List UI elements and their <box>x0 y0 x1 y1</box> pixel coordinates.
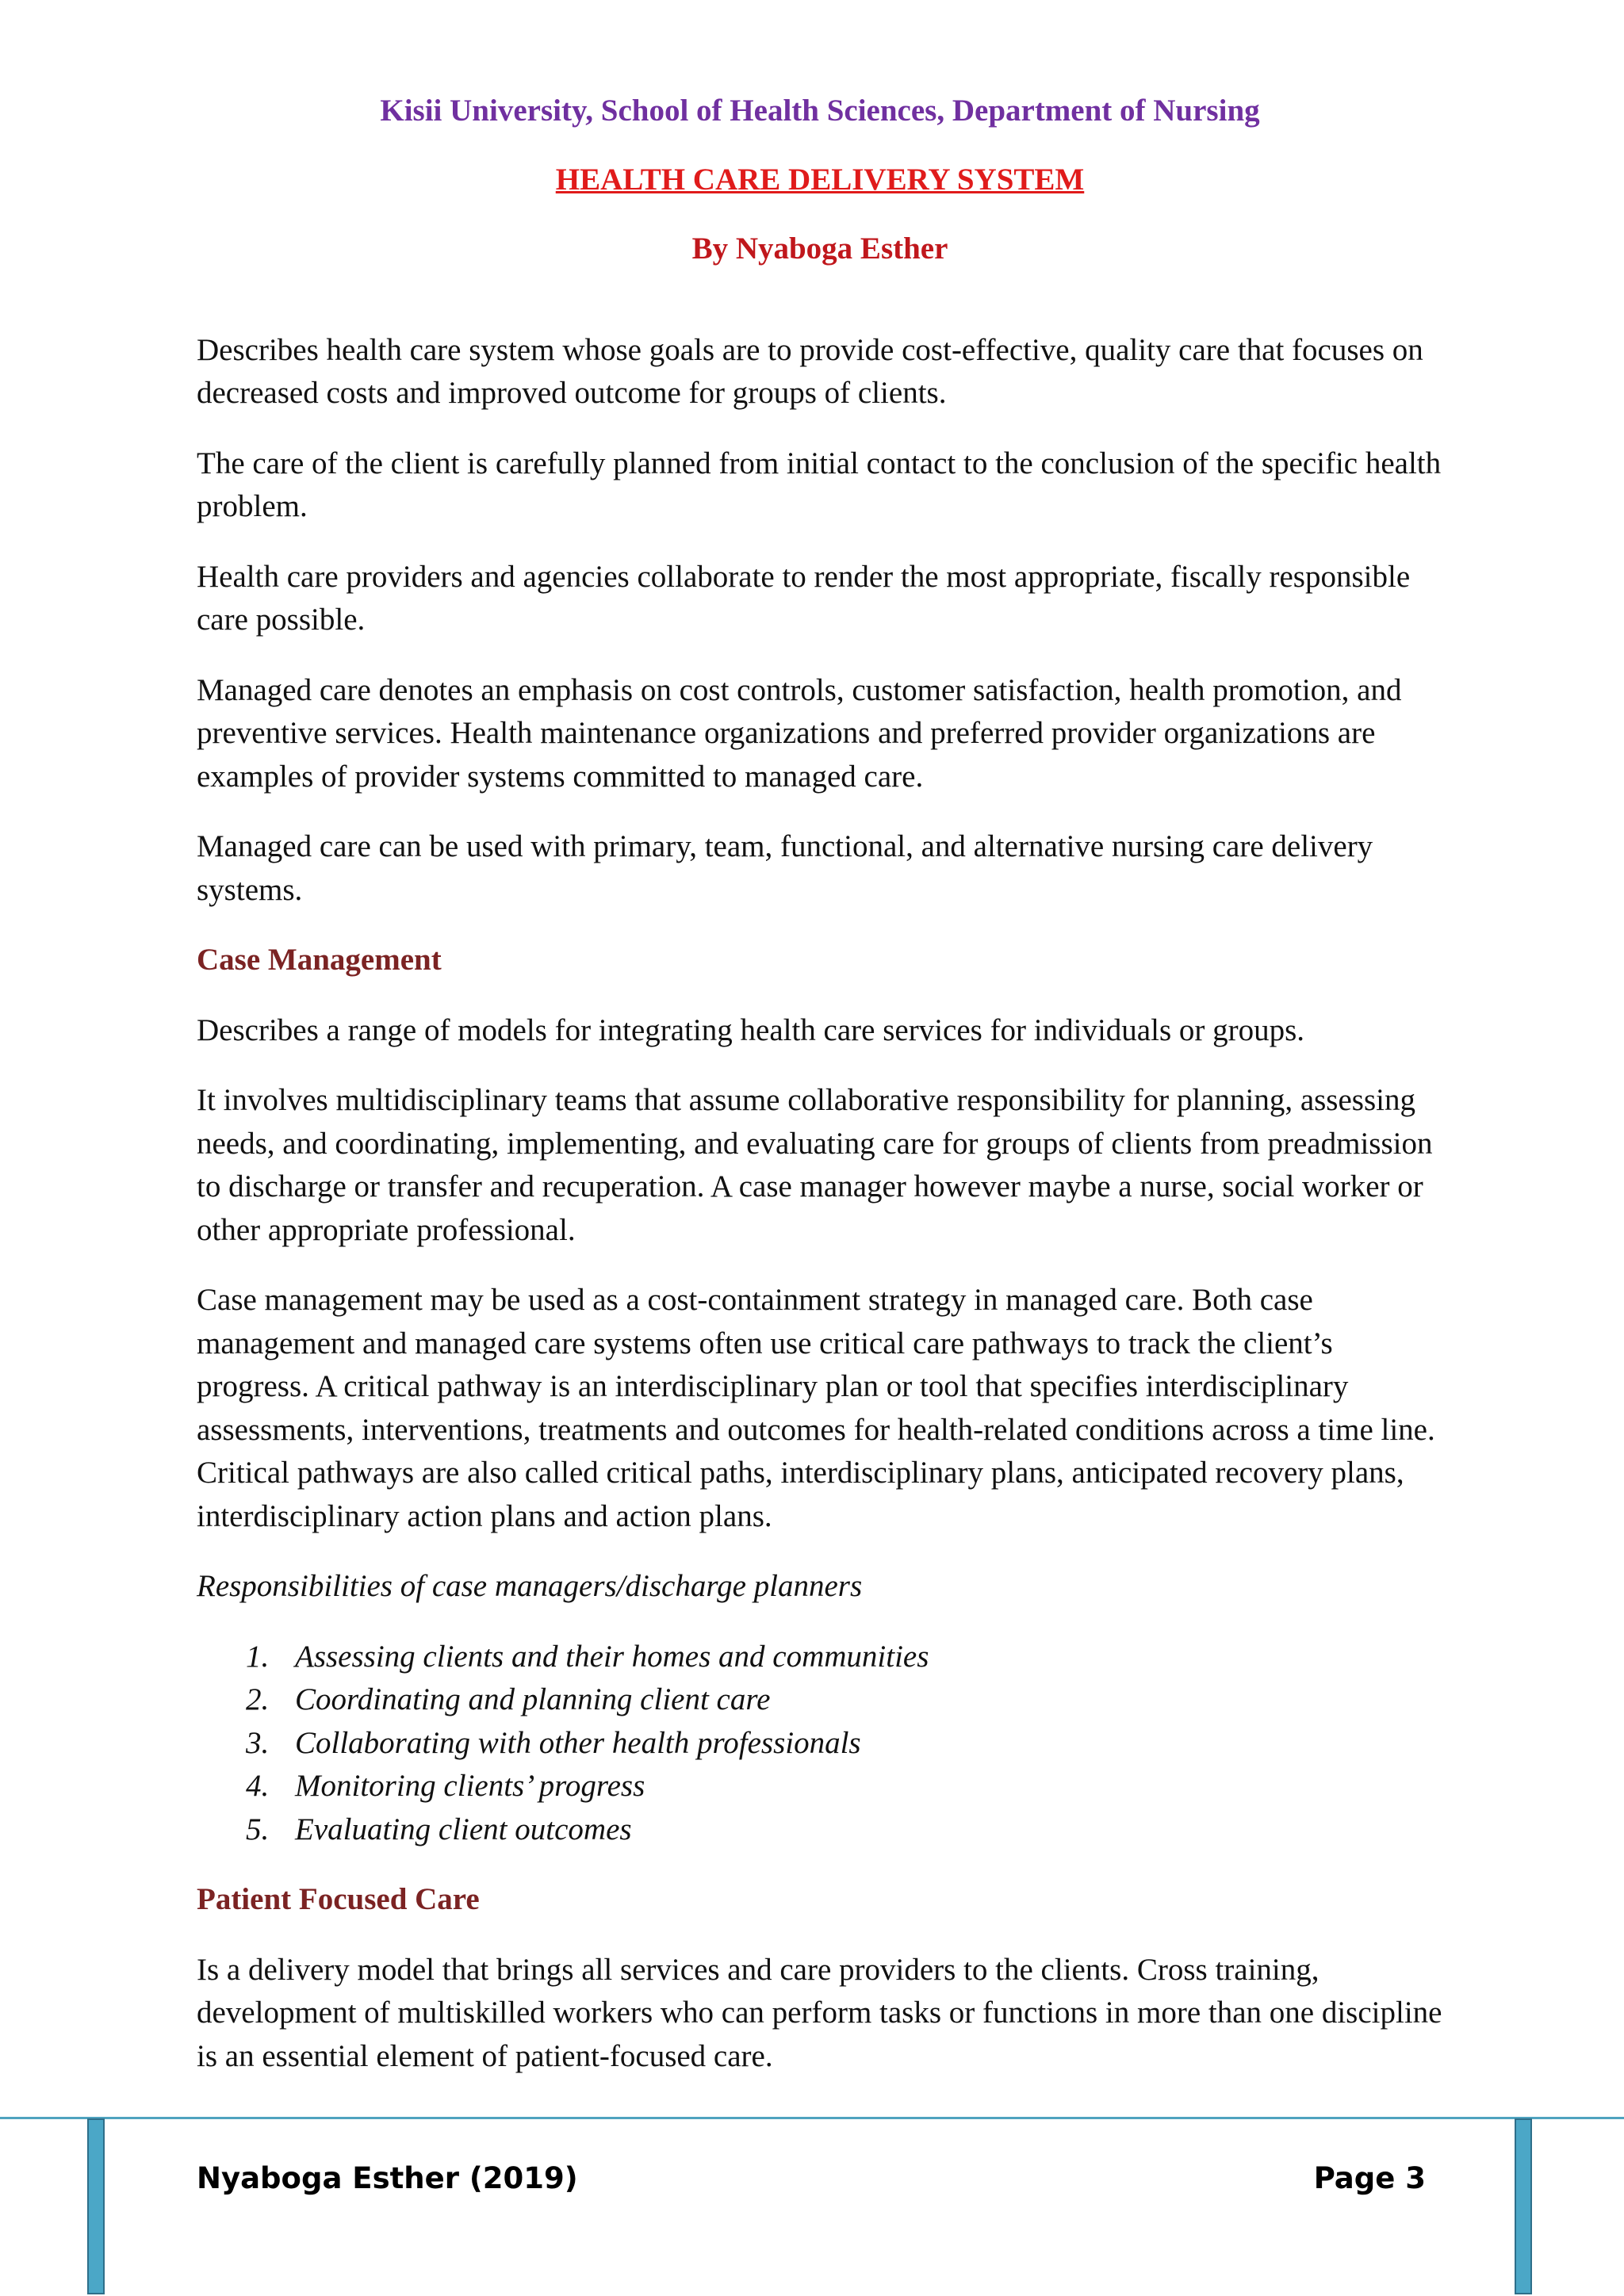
intro-paragraph: Describes health care system whose goals are to provide cost-effective, quality care that focuses on decreased costs and improved outcome for groups of clients. <box>197 332 1423 411</box>
list-item-text: Coordinating and planning client care <box>295 1682 771 1717</box>
intro-paragraph: Managed care denotes an emphasis on cost controls, customer satisfaction, health promotion, and preventive services. Health maintenance organizations and preferred provider organizations are examples of provider systems committed to managed care. <box>197 672 1402 794</box>
list-item-number: 1. <box>246 1639 270 1674</box>
intro-paragraph: Health care providers and agencies collaborate to render the most appropriate, fiscally responsible care possible. <box>197 559 1411 637</box>
section-heading-patient-focused-care: Patient Focused Care <box>197 1882 480 1917</box>
list-item-number: 4. <box>246 1769 270 1804</box>
list-item <box>197 1722 1443 1766</box>
list-item <box>197 1678 1443 1722</box>
institution-heading: Kisii University, School of Health Sciences, Department of Nursing <box>380 94 1260 128</box>
responsibilities-list <box>197 1636 1443 1852</box>
page-content <box>197 94 1443 2105</box>
section-heading-case-management: Case Management <box>197 943 442 978</box>
footer-author-year: Nyaboga Esther (2019) <box>197 2161 578 2195</box>
author-line: By Nyaboga Esther <box>691 231 948 266</box>
footer-page-number: Page 3 <box>1313 2161 1426 2195</box>
list-item-text: Assessing clients and their homes and communities <box>295 1639 929 1674</box>
list-item-number: 2. <box>246 1682 270 1717</box>
footer-left-accent-bar <box>87 2118 105 2294</box>
document-title: HEALTH CARE DELIVERY SYSTEM <box>555 162 1085 197</box>
list-item-number: 5. <box>246 1812 270 1846</box>
list-item <box>197 1636 1443 1679</box>
list-item-text: Monitoring clients’ progress <box>295 1769 645 1804</box>
list-item-text: Evaluating client outcomes <box>295 1812 632 1846</box>
list-item-text: Collaborating with other health professionals <box>295 1725 861 1760</box>
case-management-paragraph: It involves multidisciplinary teams that assume collaborative responsibility for planning, assessing needs, and coordinating, implementing, and evaluating care for groups of clients from preadmission to discharge or transfer and recuperation. A case manager however maybe a nurse, social worker or other appropriate professional. <box>197 1083 1433 1247</box>
case-management-paragraph: Case management may be used as a cost-containment strategy in managed care. Both case management and managed care systems often use critical care pathways to track the client’s progress. A critical pathway is an interdisciplinary plan or tool that specifies interdisciplinary assessments, interventions, treatments and outcomes for health-related conditions across a time line. Critical pathways are also called critical paths, interdisciplinary plans, anticipated recovery plans, interdisciplinary action plans and action plans. <box>197 1283 1435 1533</box>
responsibilities-heading: Responsibilities of case managers/discharge planners <box>197 1569 863 1604</box>
list-item <box>197 1765 1443 1808</box>
footer-right-accent-bar <box>1515 2118 1532 2294</box>
footer-divider <box>0 2117 1624 2119</box>
patient-focused-care-paragraph: Is a delivery model that brings all services and care providers to the clients. Cross training, development of multiskilled workers who can perform tasks or functions in more than one discipline is an essential element of patient-focused care. <box>197 1952 1442 2073</box>
list-item-number: 3. <box>246 1725 270 1760</box>
intro-paragraph: The care of the client is carefully planned from initial contact to the conclusion of the specific health problem. <box>197 446 1442 524</box>
list-item <box>197 1808 1443 1852</box>
case-management-paragraph: Describes a range of models for integrating health care services for individuals or groups. <box>197 1012 1305 1047</box>
intro-paragraph: Managed care can be used with primary, team, functional, and alternative nursing care delivery systems. <box>197 829 1373 907</box>
